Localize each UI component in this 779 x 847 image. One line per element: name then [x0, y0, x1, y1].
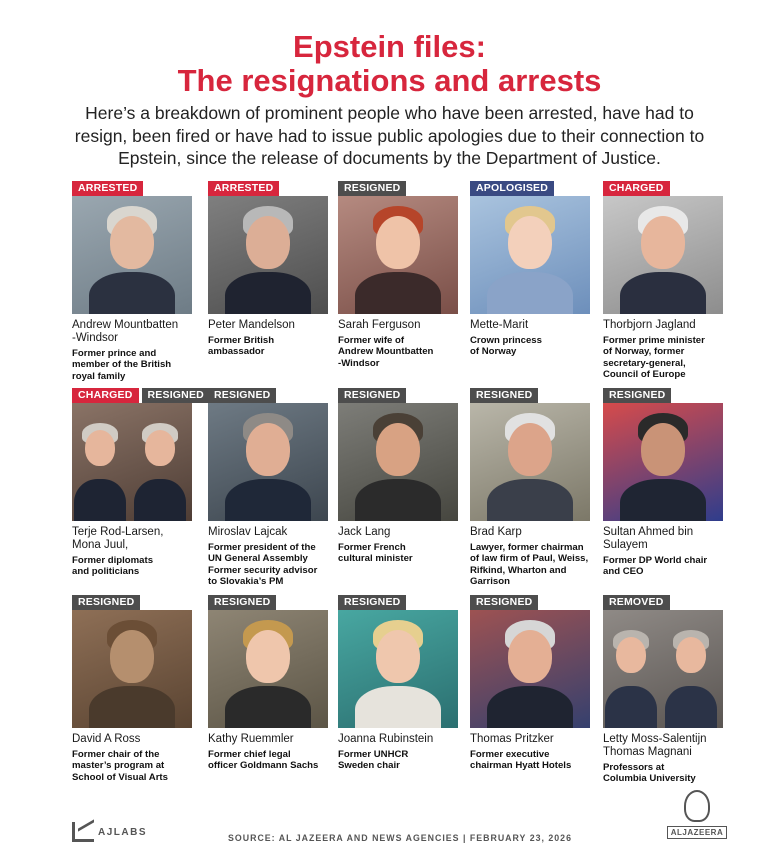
person-photo: [470, 403, 590, 521]
person-card: [603, 181, 723, 381]
person-name: Miroslav Lajcak: [208, 526, 288, 538]
status-badge-resigned: RESIGNED: [208, 595, 276, 610]
person-photo: [603, 610, 723, 728]
person-photo: [603, 403, 723, 521]
person-card: [72, 595, 192, 783]
person-photo: [470, 196, 590, 314]
person-name: Joanna Rubinstein: [338, 733, 434, 745]
person-name: Letty Moss-Salentijn Thomas Magnani: [603, 733, 707, 758]
source-line: SOURCE: AL JAZEERA AND NEWS AGENCIES | FEBRUARY 23, 2026: [228, 833, 572, 843]
status-badges: [208, 181, 328, 196]
person-card: [470, 388, 590, 588]
person-name: Peter Mandelson: [208, 319, 295, 331]
person-role: Former chief legal officer Goldmann Sachs: [208, 749, 319, 772]
person-photo: [470, 610, 590, 728]
status-badge-resigned: RESIGNED: [72, 595, 140, 610]
person-name: Jack Lang: [338, 526, 391, 538]
person-role: Lawyer, former chairman of law firm of Paul, Weiss, Rifkind, Wharton and Garrison: [470, 542, 589, 588]
headline-line-2: The resignations and arrests: [177, 63, 602, 98]
status-badge-resigned: RESIGNED: [470, 595, 538, 610]
status-badge-resigned: RESIGNED: [338, 181, 406, 196]
person-role: Former prime minister of Norway, former secretary-general, Council of Europe: [603, 335, 705, 381]
person-name: Kathy Ruemmler: [208, 733, 294, 745]
person-card: [72, 181, 192, 382]
person-role: Former DP World chair and CEO: [603, 555, 708, 578]
status-badge-resigned: RESIGNED: [338, 388, 406, 403]
person-role: Former chair of the master’s program at School of Visual Arts: [72, 749, 168, 783]
person-name: David A Ross: [72, 733, 141, 745]
person-name: Thorbjorn Jagland: [603, 319, 696, 331]
person-photo: [338, 610, 458, 728]
person-name: Sultan Ahmed bin Sulayem: [603, 526, 694, 551]
person-role: Former wife of Andrew Mountbatten -Windsor: [338, 335, 434, 369]
person-role: Former UNHCR Sweden chair: [338, 749, 409, 772]
person-name: Mette-Marit: [470, 319, 529, 331]
person-card: [603, 388, 723, 578]
person-photo: [208, 196, 328, 314]
ajlabs-chart-icon: [72, 822, 94, 842]
person-card: [470, 595, 590, 772]
person-card: [470, 181, 590, 358]
status-badges: [470, 388, 590, 403]
al-jazeera-emblem-icon: [684, 790, 710, 822]
person-role: Former executive chairman Hyatt Hotels: [470, 749, 572, 772]
status-badges: [208, 388, 328, 403]
person-photo: [208, 403, 328, 521]
status-badges: [470, 595, 590, 610]
status-badge-arrested: ARRESTED: [72, 181, 143, 196]
status-badge-removed: REMOVED: [603, 595, 670, 610]
person-role: Former president of the UN General Assembly Former security advisor to Slovakia’s PM: [208, 542, 318, 588]
person-card: [338, 181, 458, 369]
person-role: Crown princess of Norway: [470, 335, 542, 358]
al-jazeera-logo: [666, 790, 728, 840]
status-badge-resigned: RESIGNED: [338, 595, 406, 610]
status-badge-resigned: RESIGNED: [208, 388, 276, 403]
person-role: Former diplomats and politicians: [72, 555, 154, 578]
status-badge-apologised: APOLOGISED: [470, 181, 554, 196]
person-name: Andrew Mountbatten -Windsor: [72, 319, 179, 344]
person-card: [208, 181, 328, 358]
status-badge-charged: CHARGED: [603, 181, 670, 196]
person-card: [208, 595, 328, 772]
person-name: Thomas Pritzker: [470, 733, 554, 745]
status-badges: [208, 595, 328, 610]
person-role: Former prince and member of the British royal family: [72, 348, 172, 382]
person-photo: [338, 196, 458, 314]
person-card: [338, 595, 458, 772]
person-name: Sarah Ferguson: [338, 319, 421, 331]
intro-text: Here’s a breakdown of prominent people who have been arrested, have had to resign, been fired or have had to issue public apologies due to their connection to Epstein, since the release of documents by the Department of Justice.: [74, 103, 705, 168]
status-badges: [338, 388, 458, 403]
person-card: [72, 388, 204, 578]
status-badges: [470, 181, 590, 196]
status-badge-resigned: RESIGNED: [603, 388, 671, 403]
status-badges: [338, 595, 458, 610]
ajlabs-wordmark: AJLABS: [98, 826, 148, 838]
status-badges: [603, 388, 723, 403]
status-badges: [72, 595, 192, 610]
person-photo: [72, 403, 192, 521]
status-badges: [72, 388, 204, 403]
person-photo: [72, 196, 192, 314]
status-badges: [603, 181, 723, 196]
person-role: Former British ambassador: [208, 335, 275, 358]
person-name: Terje Rod-Larsen, Mona Juul,: [72, 526, 164, 551]
al-jazeera-wordmark: ALJAZEERA: [667, 826, 728, 839]
person-photo: [603, 196, 723, 314]
status-badge-resigned: RESIGNED: [142, 388, 210, 403]
status-badge-charged: CHARGED: [72, 388, 139, 403]
person-card: [338, 388, 458, 565]
person-card: [208, 388, 328, 588]
person-photo: [72, 610, 192, 728]
person-role: Former French cultural minister: [338, 542, 413, 565]
person-name: Brad Karp: [470, 526, 522, 538]
status-badges: [338, 181, 458, 196]
person-role: Professors at Columbia University: [603, 762, 696, 785]
status-badge-arrested: ARRESTED: [208, 181, 279, 196]
person-card: [603, 595, 723, 785]
status-badges: [603, 595, 723, 610]
status-badges: [72, 181, 192, 196]
status-badge-resigned: RESIGNED: [470, 388, 538, 403]
ajlabs-logo: [72, 822, 147, 842]
headline-line-1: Epstein files:: [293, 29, 486, 64]
person-photo: [338, 403, 458, 521]
person-photo: [208, 610, 328, 728]
